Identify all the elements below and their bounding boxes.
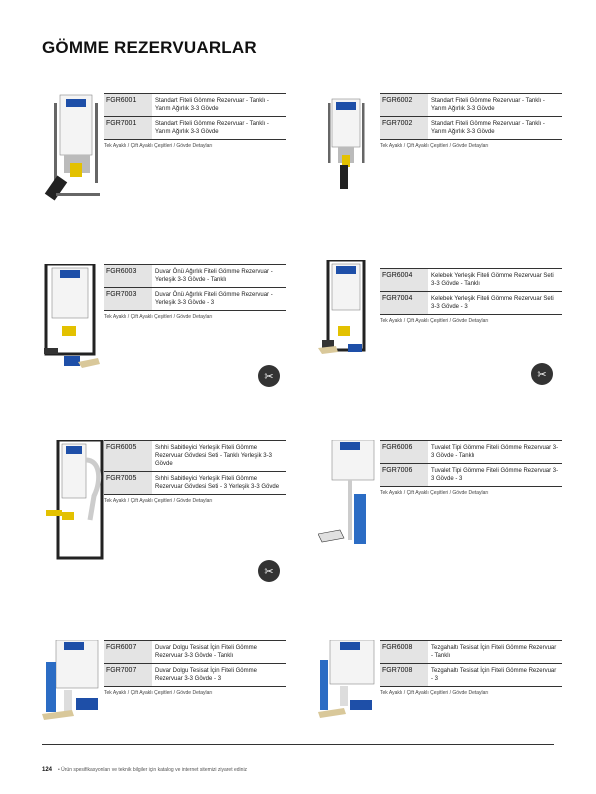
product-note: Tek Ayaklı / Çift Ayaklı Çeşitleri / Gövde Detayları [380,690,489,696]
product-code: FGR6003 [104,265,152,287]
product-code: FGR6004 [380,269,428,291]
cistern-frame-image [42,93,104,213]
product-description: Standart Fiteli Gömme Rezervuar - Tanklı - Yarım Ağırlık 3-3 Gövde [155,98,269,112]
product-row [380,464,562,487]
product-code: FGR7004 [380,292,428,314]
product-code: FGR7007 [104,664,152,686]
product-note: Tek Ayaklı / Çift Ayaklı Çeşitleri / Gövde Detayları [104,498,213,504]
product-code: FGR6002 [380,94,428,116]
product-table [104,440,286,504]
product-table [380,640,562,696]
product-row [104,664,286,687]
product-row [380,441,562,464]
product-block [318,93,596,213]
product-description: Sıhhi Sabitleyici Yerleşik Fiteli Gömme Rezervuar Gövdesi Seti - 3 Yerleşik 3-3 Gövde [155,476,280,490]
product-description: Duvar Dolgu Tesisat İçin Fiteli Gömme Rezervuar 3-3 Gövde - 3 [155,668,257,682]
product-note: Tek Ayaklı / Çift Ayaklı Çeşitleri / Gövde Detayları [380,318,489,324]
footer-note: • Ürün spesifikasyonları ve teknik bilgiler için katalog ve internet sitemizi ziyaret ediniz [58,767,248,773]
product-row [104,472,286,495]
cistern-image [318,440,380,560]
product-row [380,269,562,292]
product-code: FGR6008 [380,641,428,663]
product-table [104,640,286,696]
product-table [380,268,562,324]
product-description: Duvar Önü Ağırlık Fiteli Gömme Rezervuar - Yerleşik 3-3 Gövde - 3 [155,292,273,306]
cistern-frame-image [42,264,104,384]
product-row [104,288,286,311]
cistern-frame-image [318,260,380,380]
product-code: FGR7001 [104,117,152,139]
product-code: FGR7005 [104,472,152,494]
product-row [104,265,286,288]
product-description: Tuvalet Tipi Gömme Fiteli Gömme Rezervuar 3-3 Gövde - Tanklı [431,445,559,459]
product-block [42,93,332,213]
product-description: Tuvalet Tipi Gömme Fiteli Gömme Rezervuar 3-3 Gövde - 3 [431,468,559,482]
product-description: Tezgahaltı Tesisat İçin Fiteli Gömme Rezervuar - Tanklı [431,645,557,659]
product-note: Tek Ayaklı / Çift Ayaklı Çeşitleri / Gövde Detayları [104,690,213,696]
product-block [318,440,596,560]
product-row [104,94,286,117]
product-block [318,640,596,760]
product-description: Standart Fiteli Gömme Rezervuar - Tanklı - Yarım Ağırlık 3-3 Gövde [155,121,269,135]
cistern-frame-image [318,93,380,213]
wrench-tools-icon: ✂ [258,560,280,582]
cistern-frame-image [42,440,104,560]
product-note: Tek Ayaklı / Çift Ayaklı Çeşitleri / Gövde Detayları [104,143,213,149]
cistern-image [318,640,380,760]
product-code: FGR7006 [380,464,428,486]
product-row [380,664,562,687]
product-block [42,440,332,560]
product-row [104,641,286,664]
product-table [380,93,562,149]
product-code: FGR6007 [104,641,152,663]
page-number: 124 [42,767,53,773]
product-description: Duvar Önü Ağırlık Fiteli Gömme Rezervuar - Yerleşik 3-3 Gövde - Tanklı [155,269,273,283]
wrench-tools-icon: ✂ [258,365,280,387]
product-description: Duvar Dolgu Tesisat İçin Fiteli Gömme Rezervuar 3-3 Gövde - Tanklı [155,645,257,659]
product-code: FGR7002 [380,117,428,139]
product-code: FGR6001 [104,94,152,116]
product-row [104,117,286,140]
product-row [380,292,562,315]
product-note: Tek Ayaklı / Çift Ayaklı Çeşitleri / Gövde Detayları [380,490,489,496]
product-table [104,93,286,149]
product-code: FGR6006 [380,441,428,463]
product-table [380,440,562,496]
product-row [380,117,562,140]
product-description: Standart Fiteli Gömme Rezervuar - Tanklı - Yarım Ağırlık 3-3 Gövde [431,98,545,112]
product-row [104,441,286,472]
cistern-image [42,640,104,760]
product-row [380,94,562,117]
product-code: FGR6005 [104,441,152,471]
product-note: Tek Ayaklı / Çift Ayaklı Çeşitleri / Gövde Detayları [380,143,489,149]
product-description: Sıhhi Sabitleyici Yerleşik Fiteli Gömme Rezervuar Gövdesi Seti - Tanklı Yerleşik 3-3 Gövde [155,445,272,467]
product-description: Kelebek Yerleşik Fiteli Gömme Rezervuar Seti 3-3 Gövde - Tanklı [431,273,554,287]
page-title: GÖMME REZERVUARLAR [42,38,257,57]
product-block [42,264,332,384]
product-note: Tek Ayaklı / Çift Ayaklı Çeşitleri / Gövde Detayları [104,314,213,320]
product-block [42,640,332,760]
product-description: Tezgahaltı Tesisat İçin Fiteli Gömme Rezervuar - 3 [431,668,557,682]
product-code: FGR7003 [104,288,152,310]
product-block [318,260,596,380]
product-code: FGR7008 [380,664,428,686]
product-row [380,641,562,664]
product-description: Standart Fiteli Gömme Rezervuar - Tanklı - Yarım Ağırlık 3-3 Gövde [431,121,545,135]
product-description: Kelebek Yerleşik Fiteli Gömme Rezervuar Seti 3-3 Gövde - 3 [431,296,554,310]
product-table [104,264,286,320]
wrench-tools-icon: ✂ [531,363,553,385]
footer-divider [42,744,554,745]
